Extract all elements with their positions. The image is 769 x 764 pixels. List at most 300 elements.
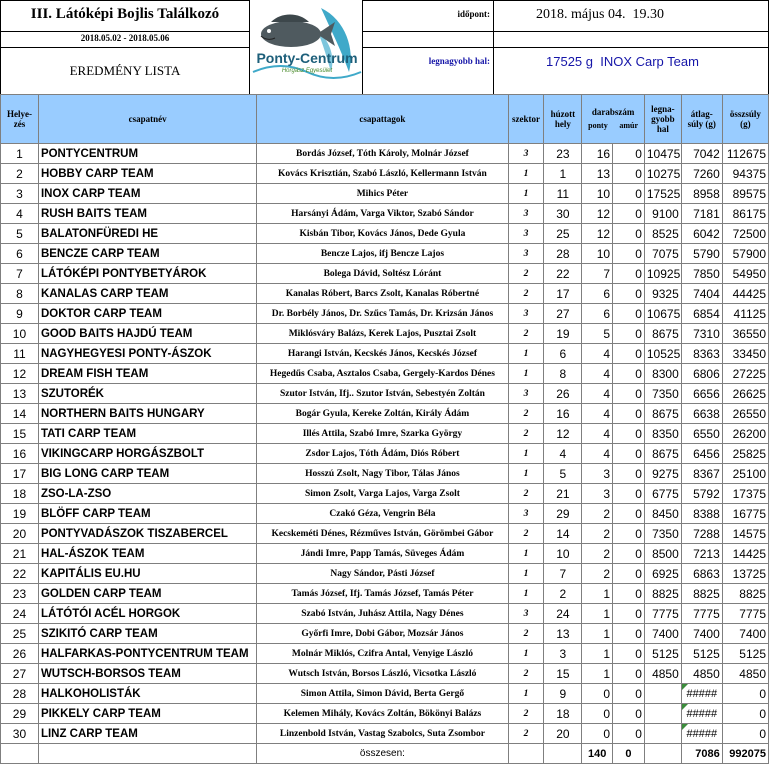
row-team: VIKINGCARP HORGÁSZBOLT	[38, 444, 256, 464]
row-total: 112675	[722, 144, 768, 164]
row-biggest: 4850	[644, 664, 681, 684]
row-avg: 6854	[681, 304, 722, 324]
row-sector: 3	[508, 504, 544, 524]
row-members: Bordás József, Tóth Károly, Molnár József	[257, 144, 508, 164]
row-team: BENCZE CARP TEAM	[38, 244, 256, 264]
row-avg: 6638	[681, 404, 722, 424]
row-amur: 0	[613, 584, 645, 604]
row-amur: 0	[613, 704, 645, 724]
row-sector: 3	[508, 304, 544, 324]
row-place: 8	[1, 284, 39, 304]
col-biggest: legna-gyobb hal	[644, 95, 681, 144]
row-sector: 1	[508, 584, 544, 604]
row-team: INOX CARP TEAM	[38, 184, 256, 204]
row-amur: 0	[613, 204, 645, 224]
row-members: Simon Zsolt, Varga Lajos, Varga Zsolt	[257, 484, 508, 504]
row-biggest	[644, 684, 681, 704]
row-carp: 10	[582, 184, 613, 204]
row-amur: 0	[613, 304, 645, 324]
row-members: Zsdor Lajos, Tóth Ádám, Diós Róbert	[257, 444, 508, 464]
row-avg: 7213	[681, 544, 722, 564]
row-place: 21	[1, 544, 39, 564]
row-total: 44425	[722, 284, 768, 304]
table-row	[1, 704, 769, 724]
row-total: 26200	[722, 424, 768, 444]
row-amur: 0	[613, 724, 645, 744]
row-carp: 6	[582, 284, 613, 304]
row-carp: 13	[582, 164, 613, 184]
row-avg: #####	[681, 704, 722, 724]
row-peg: 12	[544, 424, 582, 444]
row-sector: 1	[508, 184, 544, 204]
row-members: Szabó István, Juhász Attila, Nagy Dénes	[257, 604, 508, 624]
row-team: KANALAS CARP TEAM	[38, 284, 256, 304]
row-team: HALKOHOLISTÁK	[38, 684, 256, 704]
row-sector: 1	[508, 164, 544, 184]
row-sector: 2	[508, 664, 544, 684]
row-team: WUTSCH-BORSOS TEAM	[38, 664, 256, 684]
row-members: Bencze Lajos, ifj Bencze Lajos	[257, 244, 508, 264]
row-carp: 4	[582, 384, 613, 404]
row-peg: 28	[544, 244, 582, 264]
table-row	[1, 724, 769, 744]
table-row	[1, 184, 769, 204]
row-place: 13	[1, 384, 39, 404]
row-total: 27225	[722, 364, 768, 384]
row-team: LINZ CARP TEAM	[38, 724, 256, 744]
row-avg: 5125	[681, 644, 722, 664]
row-place: 10	[1, 324, 39, 344]
row-place: 2	[1, 164, 39, 184]
row-amur: 0	[613, 544, 645, 564]
row-sector: 3	[508, 204, 544, 224]
blank-cell	[362, 31, 494, 48]
row-carp: 3	[582, 484, 613, 504]
bigfish-label: legnagyobb hal:	[428, 56, 490, 66]
row-place: 17	[1, 464, 39, 484]
row-place: 22	[1, 564, 39, 584]
row-amur: 0	[613, 244, 645, 264]
table-row	[1, 664, 769, 684]
row-amur: 0	[613, 364, 645, 384]
row-amur: 0	[613, 684, 645, 704]
row-biggest: 8675	[644, 444, 681, 464]
row-team: LÁTÓTÓI ACÉL HORGOK	[38, 604, 256, 624]
row-total: 8825	[722, 584, 768, 604]
row-biggest: 8350	[644, 424, 681, 444]
row-peg: 10	[544, 544, 582, 564]
row-total: 4850	[722, 664, 768, 684]
row-place: 27	[1, 664, 39, 684]
row-carp: 2	[582, 504, 613, 524]
row-team: LÁTÓKÉPI PONTYBETYÁROK	[38, 264, 256, 284]
row-carp: 16	[582, 144, 613, 164]
row-sector: 3	[508, 604, 544, 624]
row-members: Harangi István, Kecskés János, Kecskés József	[257, 344, 508, 364]
row-amur: 0	[613, 324, 645, 344]
row-carp: 0	[582, 724, 613, 744]
row-sector: 1	[508, 464, 544, 484]
row-avg: 7181	[681, 204, 722, 224]
row-avg: 8363	[681, 344, 722, 364]
row-team: RUSH BAITS TEAM	[38, 204, 256, 224]
table-row	[1, 404, 769, 424]
row-peg: 20	[544, 724, 582, 744]
row-peg: 21	[544, 484, 582, 504]
row-amur: 0	[613, 624, 645, 644]
row-place: 3	[1, 184, 39, 204]
row-amur: 0	[613, 484, 645, 504]
row-amur: 0	[613, 144, 645, 164]
row-place: 15	[1, 424, 39, 444]
row-peg: 11	[544, 184, 582, 204]
row-amur: 0	[613, 284, 645, 304]
col-place: Helye-zés	[1, 95, 39, 144]
row-sector: 2	[508, 524, 544, 544]
row-members: Nagy Sándor, Pásti József	[257, 564, 508, 584]
row-biggest: 8825	[644, 584, 681, 604]
tournament-title: III. Látóképi Bojlis Találkozó	[30, 6, 220, 22]
bigfish-value: 17525 g INOX Carp Team	[546, 54, 699, 69]
row-place: 25	[1, 624, 39, 644]
row-carp: 1	[582, 604, 613, 624]
row-total: 36550	[722, 324, 768, 344]
row-sector: 1	[508, 684, 544, 704]
row-sector: 3	[508, 384, 544, 404]
row-avg: 7310	[681, 324, 722, 344]
row-biggest: 8500	[644, 544, 681, 564]
row-place: 29	[1, 704, 39, 724]
row-amur: 0	[613, 524, 645, 544]
row-avg: 4850	[681, 664, 722, 684]
totals-row	[1, 744, 769, 764]
row-members: Miklósváry Balázs, Kerek Lajos, Pusztai Zsolt	[257, 324, 508, 344]
row-team: HOBBY CARP TEAM	[38, 164, 256, 184]
row-amur: 0	[613, 264, 645, 284]
row-avg: 6042	[681, 224, 722, 244]
row-place: 14	[1, 404, 39, 424]
row-team: SZIKITÓ CARP TEAM	[38, 624, 256, 644]
row-team: BALATONFÜREDI HE	[38, 224, 256, 244]
row-team: HAL-ÁSZOK TEAM	[38, 544, 256, 564]
row-sector: 2	[508, 264, 544, 284]
row-total: 5125	[722, 644, 768, 664]
row-peg: 8	[544, 364, 582, 384]
row-carp: 1	[582, 644, 613, 664]
table-row	[1, 604, 769, 624]
row-biggest	[644, 724, 681, 744]
row-avg: 7850	[681, 264, 722, 284]
row-peg: 1	[544, 164, 582, 184]
row-biggest: 7350	[644, 384, 681, 404]
row-biggest: 9100	[644, 204, 681, 224]
table-row	[1, 484, 769, 504]
row-peg: 22	[544, 264, 582, 284]
table-row	[1, 204, 769, 224]
table-row	[1, 444, 769, 464]
row-members: Kisbán Tibor, Kovács János, Dede Gyula	[257, 224, 508, 244]
row-biggest: 5125	[644, 644, 681, 664]
row-peg: 26	[544, 384, 582, 404]
row-place: 19	[1, 504, 39, 524]
row-avg: 8367	[681, 464, 722, 484]
row-sector: 3	[508, 144, 544, 164]
row-total: 16775	[722, 504, 768, 524]
row-avg: 7260	[681, 164, 722, 184]
row-team: TATI CARP TEAM	[38, 424, 256, 444]
row-sector: 2	[508, 484, 544, 504]
totals-total: 992075	[722, 744, 768, 764]
row-place: 5	[1, 224, 39, 244]
row-biggest: 8300	[644, 364, 681, 384]
row-total: 57900	[722, 244, 768, 264]
row-avg: 7042	[681, 144, 722, 164]
row-avg: 7404	[681, 284, 722, 304]
row-peg: 16	[544, 404, 582, 424]
row-total: 0	[722, 684, 768, 704]
row-carp: 4	[582, 404, 613, 424]
row-peg: 18	[544, 704, 582, 724]
row-total: 26625	[722, 384, 768, 404]
row-peg: 4	[544, 444, 582, 464]
row-members: Jándi Imre, Papp Tamás, Süveges Ádám	[257, 544, 508, 564]
blank-cell-right	[493, 31, 769, 48]
row-avg: 6806	[681, 364, 722, 384]
row-sector: 2	[508, 284, 544, 304]
row-carp: 1	[582, 584, 613, 604]
row-total: 25825	[722, 444, 768, 464]
row-amur: 0	[613, 224, 645, 244]
table-row	[1, 544, 769, 564]
results-table	[0, 94, 769, 764]
row-carp: 12	[582, 224, 613, 244]
list-title: EREDMÉNY LISTA	[69, 63, 181, 78]
row-peg: 19	[544, 324, 582, 344]
row-team: NAGYHEGYESI PONTY-ÁSZOK	[38, 344, 256, 364]
col-count-group: darabszám	[591, 107, 635, 117]
row-biggest: 10475	[644, 144, 681, 164]
row-avg: 6456	[681, 444, 722, 464]
row-total: 33450	[722, 344, 768, 364]
col-peg: húzott hely	[544, 95, 582, 144]
row-avg: 8825	[681, 584, 722, 604]
row-members: Wutsch István, Borsos László, Vicsotka László	[257, 664, 508, 684]
col-count-carp: ponty	[588, 121, 608, 130]
row-members: Kovács Krisztián, Szabó László, Kellermann István	[257, 164, 508, 184]
row-biggest: 7350	[644, 524, 681, 544]
row-members: Tamás József, Ifj. Tamás József, Tamás Péter	[257, 584, 508, 604]
row-total: 7775	[722, 604, 768, 624]
row-team: PIKKELY CARP TEAM	[38, 704, 256, 724]
row-place: 18	[1, 484, 39, 504]
row-biggest	[644, 704, 681, 724]
row-members: Bogár Gyula, Kereke Zoltán, Király Ádám	[257, 404, 508, 424]
row-sector: 1	[508, 564, 544, 584]
row-place: 20	[1, 524, 39, 544]
totals-carp: 140	[582, 744, 613, 764]
logo-subtitle: Horgász Egyesület	[281, 68, 333, 74]
row-biggest: 10925	[644, 264, 681, 284]
row-carp: 12	[582, 204, 613, 224]
row-total: 0	[722, 704, 768, 724]
row-amur: 0	[613, 564, 645, 584]
row-place: 26	[1, 644, 39, 664]
row-amur: 0	[613, 604, 645, 624]
row-carp: 3	[582, 464, 613, 484]
row-total: 25100	[722, 464, 768, 484]
row-carp: 4	[582, 424, 613, 444]
row-avg: #####	[681, 684, 722, 704]
row-members: Simon Attila, Simon Dávid, Berta Gergő	[257, 684, 508, 704]
row-peg: 23	[544, 144, 582, 164]
row-members: Kecskeméti Dénes, Rézműves István, Görömbei Gábor	[257, 524, 508, 544]
row-biggest: 7775	[644, 604, 681, 624]
row-biggest: 6925	[644, 564, 681, 584]
row-carp: 2	[582, 564, 613, 584]
row-biggest: 8525	[644, 224, 681, 244]
row-place: 16	[1, 444, 39, 464]
row-carp: 5	[582, 324, 613, 344]
row-sector: 1	[508, 444, 544, 464]
table-row	[1, 244, 769, 264]
row-total: 89575	[722, 184, 768, 204]
time-label: időpont:	[457, 9, 490, 19]
row-avg: 6656	[681, 384, 722, 404]
row-peg: 30	[544, 204, 582, 224]
carp-logo-icon	[251, 0, 363, 94]
row-biggest: 8675	[644, 324, 681, 344]
row-total: 0	[722, 724, 768, 744]
row-total: 14425	[722, 544, 768, 564]
row-peg: 14	[544, 524, 582, 544]
row-carp: 4	[582, 364, 613, 384]
row-total: 54950	[722, 264, 768, 284]
row-place: 6	[1, 244, 39, 264]
row-biggest: 10525	[644, 344, 681, 364]
row-sector: 1	[508, 364, 544, 384]
table-row	[1, 564, 769, 584]
row-total: 14575	[722, 524, 768, 544]
row-carp: 0	[582, 704, 613, 724]
row-total: 94375	[722, 164, 768, 184]
table-row	[1, 644, 769, 664]
row-members: Czakó Géza, Vengrin Béla	[257, 504, 508, 524]
row-peg: 29	[544, 504, 582, 524]
row-team: PONTYCENTRUM	[38, 144, 256, 164]
row-biggest: 8675	[644, 404, 681, 424]
row-sector: 1	[508, 344, 544, 364]
row-sector: 1	[508, 644, 544, 664]
col-team: csapatnév	[38, 95, 256, 144]
row-members: Linzenbold István, Vastag Szabolcs, Suta Zsombor	[257, 724, 508, 744]
row-biggest: 10275	[644, 164, 681, 184]
row-sector: 3	[508, 224, 544, 244]
table-row	[1, 424, 769, 444]
table-row	[1, 164, 769, 184]
row-total: 41125	[722, 304, 768, 324]
row-carp: 6	[582, 304, 613, 324]
table-row	[1, 264, 769, 284]
row-team: BLÖFF CARP TEAM	[38, 504, 256, 524]
row-biggest: 17525	[644, 184, 681, 204]
row-carp: 1	[582, 664, 613, 684]
row-amur: 0	[613, 464, 645, 484]
row-members: Kelemen Mihály, Kovács Zoltán, Bökönyi Balázs	[257, 704, 508, 724]
row-avg: 7400	[681, 624, 722, 644]
row-amur: 0	[613, 344, 645, 364]
row-place: 23	[1, 584, 39, 604]
row-sector: 2	[508, 724, 544, 744]
row-carp: 7	[582, 264, 613, 284]
time-value: 2018. május 04. 19.30	[536, 7, 664, 22]
row-peg: 15	[544, 664, 582, 684]
row-peg: 9	[544, 684, 582, 704]
table-row	[1, 304, 769, 324]
row-total: 86175	[722, 204, 768, 224]
row-members: Bolega Dávid, Soltész Lóránt	[257, 264, 508, 284]
row-team: SZUTORÉK	[38, 384, 256, 404]
row-peg: 25	[544, 224, 582, 244]
row-team: BIG LONG CARP TEAM	[38, 464, 256, 484]
row-place: 1	[1, 144, 39, 164]
row-amur: 0	[613, 424, 645, 444]
row-peg: 17	[544, 284, 582, 304]
row-peg: 24	[544, 604, 582, 624]
row-avg: 7775	[681, 604, 722, 624]
row-place: 7	[1, 264, 39, 284]
row-carp: 2	[582, 544, 613, 564]
row-avg: 7288	[681, 524, 722, 544]
row-avg: 6863	[681, 564, 722, 584]
table-row	[1, 284, 769, 304]
row-place: 4	[1, 204, 39, 224]
row-biggest: 6775	[644, 484, 681, 504]
row-team: GOOD BAITS HAJDÚ TEAM	[38, 324, 256, 344]
table-row	[1, 464, 769, 484]
row-amur: 0	[613, 444, 645, 464]
col-count	[582, 95, 645, 144]
row-total: 26550	[722, 404, 768, 424]
table-row	[1, 364, 769, 384]
row-peg: 27	[544, 304, 582, 324]
row-sector: 2	[508, 404, 544, 424]
table-row	[1, 504, 769, 524]
row-total: 17375	[722, 484, 768, 504]
row-members: Hosszú Zsolt, Nagy Tibor, Tálas János	[257, 464, 508, 484]
totals-avg: 7086	[681, 744, 722, 764]
table-row	[1, 624, 769, 644]
row-biggest: 7075	[644, 244, 681, 264]
row-carp: 0	[582, 684, 613, 704]
row-biggest: 9275	[644, 464, 681, 484]
col-sector: szektor	[508, 95, 544, 144]
row-members: Hegedűs Csaba, Asztalos Csaba, Gergely-Kardos Dénes	[257, 364, 508, 384]
row-amur: 0	[613, 644, 645, 664]
row-place: 11	[1, 344, 39, 364]
row-total: 72500	[722, 224, 768, 244]
row-amur: 0	[613, 384, 645, 404]
row-members: Dr. Borbély János, Dr. Szűcs Tamás, Dr. Krizsán János	[257, 304, 508, 324]
row-amur: 0	[613, 404, 645, 424]
totals-label: összesen:	[257, 744, 508, 764]
row-amur: 0	[613, 504, 645, 524]
col-avg: átlag-súly (g)	[681, 95, 722, 144]
row-carp: 4	[582, 444, 613, 464]
col-count-amur: amúr	[619, 121, 639, 130]
row-place: 12	[1, 364, 39, 384]
tournament-dates: 2018.05.02 - 2018.05.06	[80, 33, 170, 43]
row-members: Mihics Péter	[257, 184, 508, 204]
